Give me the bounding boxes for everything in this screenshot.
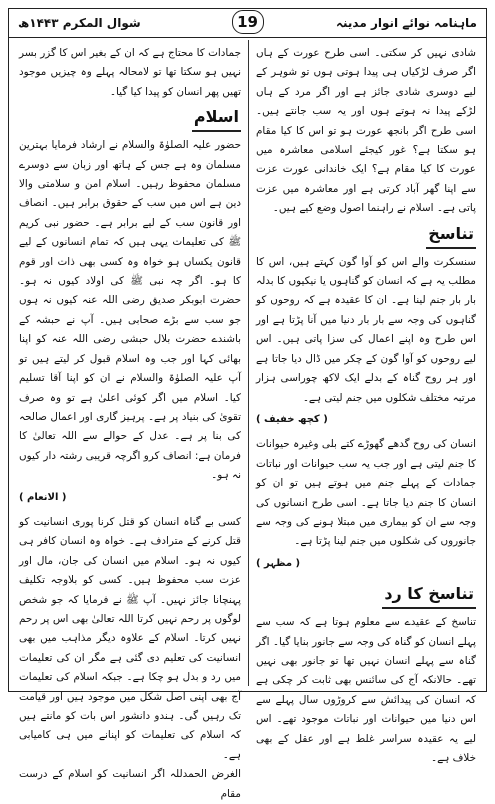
body-paragraph: تناسخ کے عقیدے سے معلوم ہوتا ہے کہ سب سے پہلے انسان کو گناہ کی وجہ سے جانور بنایا گیا۔ اگر گناہ سے پہلے انسان نہیں تھا تو جانور بھی نہیں تھے۔ حالانکہ آج کی سائنس بھی ثابت کر چکی ہے کہ انسان کی پیدائش سے کروڑوں سال پہلے سے اس دنیا میں حیوانات اور نباتات موجود تھے۔ اس لیے یہ عقیدہ سراسر غلط ہے اور عقل کے بھی خلاف ہے۔ <box>256 616 476 764</box>
section-heading-radd: تناسخ کا رد <box>382 581 476 609</box>
magazine-title: ماہنامہ نوائے انوار مدینہ <box>335 15 477 30</box>
body-paragraph: سنسکرت والے اس کو آوا گون کہتے ہیں، اس کا مطلب یہ ہے کہ انسان کو گناہوں یا نیکیوں کا بدلہ بار بار جنم لینا ہے۔ ان کا عقیدہ ہے کہ روحوں کو گناہوں کی وجہ سے بار بار دنیا میں آنا پڑتا ہے اور اس طرح وہ اپنے اعمال کی سزا پاتی ہیں۔ اس لیے روحوں کو آوا گون کے چکر میں ڈال دیا جاتا ہے اور ہر روح گناہ کے بدلے ایک لاکھ چوراسی ہزار مرتبہ مختلف شکلوں میں جنم لیتی ہے۔ <box>256 255 476 404</box>
page-number: 19 <box>232 10 264 34</box>
citation: ( الانعام ) <box>19 491 67 503</box>
citation: ( مظہر ) <box>256 557 301 569</box>
body-paragraph: الغرض الحمدللہ اگر انسانیت کو اسلام کے درست مقام <box>19 768 241 800</box>
body-paragraph: جمادات کا محتاج ہے کہ ان کے بغیر اس کا گزر بسر نہیں ہو سکتا تھا تو لامحالہ پہلے وہ چیزیں موجود تھیں پھر انسان کو پیدا کیا گیا۔ <box>19 47 241 98</box>
body-paragraph: حضور علیہ الصلوٰۃ والسلام نے ارشاد فرمایا بہترین مسلمان وہ ہے جس کے ہاتھ اور زبان سے دوسرے مسلمان محفوظ رہیں۔ اسلام امن و سلامتی والا دین ہے اس میں سب کے حقوق برابر ہیں۔ انصاف اور قانون سب کے لیے برابر ہے۔ حضور نبی کریم ﷺ کی تعلیمات یہی ہیں کہ تمام انسانوں کے لیے قانون یکساں ہو خواہ وہ کسی بھی ذات اور قوم کا ہو۔ اگر چہ نبی ﷺ کی اولاد کیوں نہ ہو۔ حضرت ابوبکر صدیق رضی اللہ عنہ کیوں نہ ہوں جو سب سے بڑے صحابی ہیں۔ آپ نے حبشہ کے باشندے حضرت بلال حبشی رضی اللہ عنہ کو اپنا بھائی کہا اور جب وہ اسلام قبول کر لیتے ہیں تو آپ علیہ الصلوٰۃ والسلام نے ان کو اپنا آقا تسلیم کیا۔ اسلام میں اگر کوئی اعلیٰ ہے تو وہ صرف تقویٰ کی بنیاد پر ہے۔ پرہیز گاری اور اعمال صالحہ کی بنا پر ہے۔ عدل کے حوالے سے اللہ تعالیٰ کا فرمان ہے: انصاف کرو اگرچہ قریبی رشتہ دار کیوں نہ ہو۔ <box>19 139 241 482</box>
citation: ( کچھ خفیف ) <box>256 413 328 425</box>
body-paragraph: شادی نہیں کر سکتی۔ اسی طرح عورت کے ہاں اگر صرف لڑکیاں ہی پیدا ہوتی ہوں تو شوہر کے لیے دوسری شادی جائز ہے اور اگر مرد کے ہاں لڑکے پیدا نہ ہوتے ہوں اور یہ سب جانتے ہیں۔ اسی طرح اگر بانجھ عورت ہو تو اس کا کیا مقام ہو سکتا ہے؟ غور کیجئے اسلامی معاشرہ میں عورت کا کیا مقام ہے؟ ایک خاندانی عورت عزت سے اپنا گھر آباد کرتی ہے اور معاشرہ میں عزت پاتی ہے۔ اسلام نے راہنما اصول وضع کیے ہیں۔ <box>256 47 476 215</box>
issue-date: شوال المکرم ۱۴۴۳ھ <box>18 15 141 30</box>
column-divider <box>248 40 249 686</box>
section-heading-islam: اسلام <box>192 104 241 132</box>
left-column <box>13 44 245 800</box>
body-paragraph: انسان کی روح گدھے گھوڑے کتے بلی وغیرہ حیوانات کا جنم لیتی ہے اور جب یہ سب حیوانات اور نباتات جمادات کے پہلے جنم میں ہوتے ہیں تو ان کو انسان کا جنم دیا جاتا ہے۔ اسی طرح انسانوں کی وجہ سے ان کو بیماری میں مبتلا ہونے کی وجہ سے جانوروں کی شکلوں میں جنم لینا پڑتا ہے۔ <box>256 438 476 548</box>
right-column <box>252 44 482 764</box>
section-heading-tanasukh: تناسخ <box>426 221 476 249</box>
body-paragraph: کسی بے گناہ انسان کو قتل کرنا پوری انسانیت کو قتل کرنے کے مترادف ہے۔ خواہ وہ انسان کافر ہی کیوں نہ ہو۔ اسلام میں انسان کی جان، مال اور عزت سب محفوظ ہیں۔ کسی کو بلاوجہ تکلیف پہنچانا جائز نہیں۔ آپ ﷺ نے فرمایا کہ جو شخص لوگوں پر رحم نہیں کرتا اللہ تعالیٰ بھی اس پر رحم نہیں کرتا۔ اسلام کے علاوہ دیگر مذاہب میں بھی انسانیت کی تعلیم دی گئی ہے مگر ان کی تعلیمات میں رد و بدل ہو چکا ہے۔ جبکہ اسلام کی تعلیمات آج بھی اپنی اصل شکل میں موجود ہیں اور قیامت تک رہیں گی۔ ہندو دانشور اس بات کو مانتے ہیں کہ اسلام کی تعلیمات کو اپنانے میں ہی کامیابی ہے۔ <box>19 515 241 761</box>
page-header <box>8 8 487 38</box>
